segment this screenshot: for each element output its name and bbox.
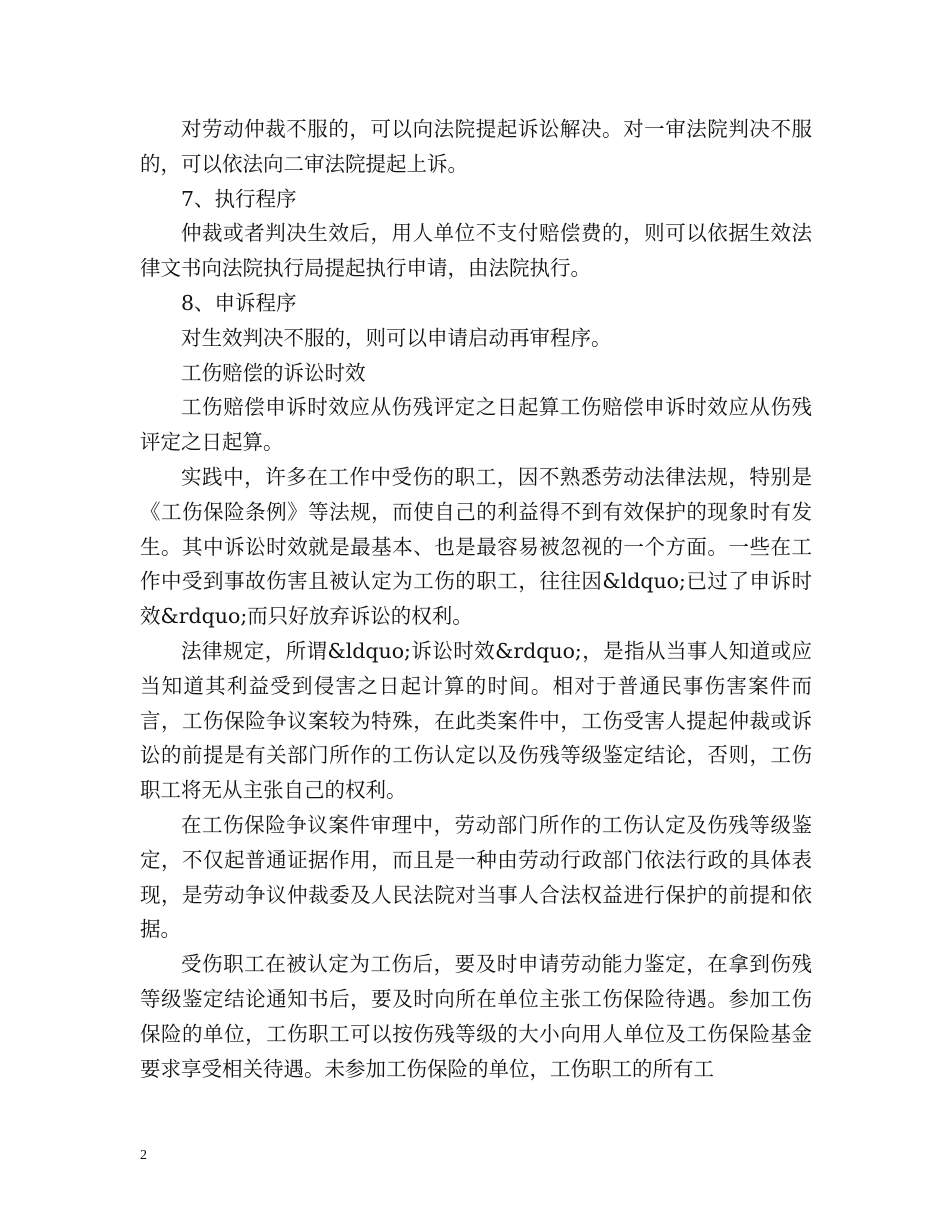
- heading-limitation-period: 工伤赔偿的诉讼时效: [181, 360, 366, 385]
- paragraph-legal-definition: 法律规定，所谓&ldquo;诉讼时效&rdquo;，是指从当事人知道或应当知道其利益受到侵害之日起计算的时间。相对于普通民事伤害案件而言，工伤保险争议案较为特殊，在此类案件中，工伤受害人提起仲裁或诉讼的前提是有关部门所作的工伤认定以及伤残等级鉴定结论，否则，工伤职工将无从主张自己的权利。: [140, 638, 812, 803]
- paragraph-litigation-appeal: 对劳动仲裁不服的，可以向法院提起诉讼解决。对一审法院判决不服的，可以依法向二审法院提起上诉。: [140, 117, 812, 176]
- heading-execution-procedure: 7、执行程序: [181, 186, 297, 211]
- paragraph-limitation-start: 工伤赔偿申诉时效应从伤残评定之日起算工伤赔偿申诉时效应从伤残评定之日起算。: [140, 395, 812, 455]
- document-body: [140, 112, 812, 1086]
- page-number: 2: [140, 1148, 147, 1163]
- heading-appeal-procedure: 8、申诉程序: [181, 290, 297, 315]
- paragraph-injured-worker: 受伤职工在被认定为工伤后，要及时申请劳动能力鉴定，在拿到伤残等级鉴定结论通知书后，要及时向所在单位主张工伤保险待遇。参加工伤保险的单位，工伤职工可以按伤残等级的大小向用人单位及工伤保险基金要求享受相关待遇。未参加工伤保险的单位，工伤职工的所有工: [140, 952, 812, 1081]
- paragraph-execution: 仲裁或者判决生效后，用人单位不支付赔偿费的，则可以依据生效法律文书向法院执行局提起执行申请，由法院执行。: [140, 221, 812, 281]
- paragraph-retrial: 对生效判决不服的，则可以申请启动再审程序。: [181, 325, 612, 350]
- paragraph-practice: 实践中，许多在工作中受伤的职工，因不熟悉劳动法律法规，特别是《工伤保险条例》等法规，而使自己的利益得不到有效保护的现象时有发生。其中诉讼时效就是最基本、也是最容易被忽视的一个方面。一些在工作中受到事故伤害且被认定为工伤的职工，往往因&ldquo;已过了申诉时效&rdquo;而只好放弃诉讼的权利。: [140, 464, 812, 629]
- paragraph-dispute-review: 在工伤保险争议案件审理中，劳动部门所作的工伤认定及伤残等级鉴定，不仅起普通证据作用，而且是一种由劳动行政部门依法行政的具体表现，是劳动争议仲裁委及人民法院对当事人合法权益进行保护的前提和依据。: [140, 812, 812, 942]
